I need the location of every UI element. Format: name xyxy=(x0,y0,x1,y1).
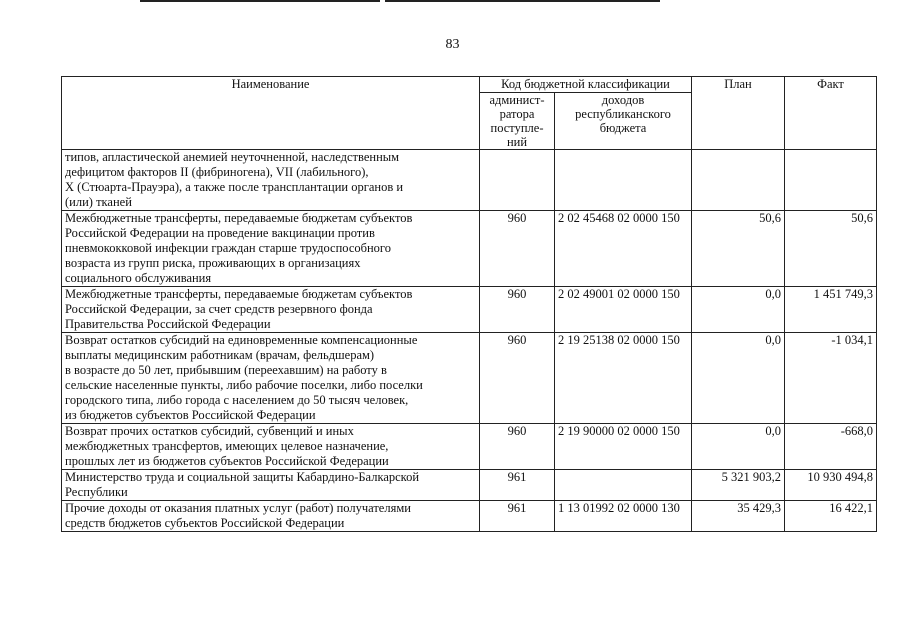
row-name-line: Российской Федерации на проведение вакцинации против xyxy=(65,226,375,240)
row-admin-code: 960 xyxy=(480,333,555,424)
header-admin-line: ратора xyxy=(499,107,535,121)
row-name-line: сельские населенные пункты, либо рабочие поселки, либо поселки xyxy=(65,378,423,392)
table-row xyxy=(62,150,877,211)
row-plan: 0,0 xyxy=(692,424,785,470)
table-header xyxy=(62,77,877,150)
row-admin-code xyxy=(480,150,555,211)
row-revenue-code: 1 13 01992 02 0000 130 xyxy=(555,501,692,532)
row-plan: 0,0 xyxy=(692,333,785,424)
row-name xyxy=(62,287,480,333)
row-fact: 1 451 749,3 xyxy=(785,287,877,333)
row-name-line: Возврат остатков субсидий на единовременные компенсационные xyxy=(65,333,418,347)
row-admin-code: 961 xyxy=(480,501,555,532)
row-name-line: Возврат прочих остатков субсидий, субвенций и иных xyxy=(65,424,354,438)
row-name-line: дефицитом факторов II (фибриногена), VII (лабильного), xyxy=(65,165,369,179)
row-name-line: пневмококковой инфекции граждан старше трудоспособного xyxy=(65,241,391,255)
row-name-line: Межбюджетные трансферты, передаваемые бюджетам субъектов xyxy=(65,287,413,301)
row-name xyxy=(62,150,480,211)
row-name-line: Межбюджетные трансферты, передаваемые бюджетам субъектов xyxy=(65,211,413,225)
header-revenue-line: республиканского xyxy=(575,107,671,121)
row-name-line: X (Стюарта-Прауэра), а также после трансплантации органов и xyxy=(65,180,404,194)
table-row xyxy=(62,470,877,501)
row-fact: -1 034,1 xyxy=(785,333,877,424)
row-name-line: межбюджетных трансфертов, имеющих целевое назначение, xyxy=(65,439,389,453)
header-revenue-line: доходов xyxy=(601,93,645,107)
row-name-line: Республики xyxy=(65,485,128,499)
table-row xyxy=(62,333,877,424)
top-rule-right xyxy=(385,0,660,2)
row-plan: 35 429,3 xyxy=(692,501,785,532)
row-fact: 16 422,1 xyxy=(785,501,877,532)
header-fact: Факт xyxy=(785,77,877,150)
row-revenue-code xyxy=(555,470,692,501)
row-revenue-code xyxy=(555,150,692,211)
row-revenue-code: 2 19 90000 02 0000 150 xyxy=(555,424,692,470)
header-revenue xyxy=(555,93,692,150)
row-name xyxy=(62,470,480,501)
budget-table xyxy=(61,76,877,532)
row-name-line: средств бюджетов субъектов Российской Федерации xyxy=(65,516,345,530)
header-revenue-line: бюджета xyxy=(599,121,647,135)
table-row xyxy=(62,501,877,532)
row-name xyxy=(62,424,480,470)
row-admin-code: 960 xyxy=(480,424,555,470)
row-fact xyxy=(785,150,877,211)
row-fact: 50,6 xyxy=(785,211,877,287)
row-name-line: Правительства Российской Федерации xyxy=(65,317,271,331)
row-revenue-code: 2 19 25138 02 0000 150 xyxy=(555,333,692,424)
table-row xyxy=(62,424,877,470)
row-plan: 50,6 xyxy=(692,211,785,287)
row-fact: -668,0 xyxy=(785,424,877,470)
row-revenue-code: 2 02 45468 02 0000 150 xyxy=(555,211,692,287)
row-plan: 5 321 903,2 xyxy=(692,470,785,501)
row-name xyxy=(62,333,480,424)
row-name-line: возраста из групп риска, проживающих в организациях xyxy=(65,256,361,270)
row-admin-code: 961 xyxy=(480,470,555,501)
row-revenue-code: 2 02 49001 02 0000 150 xyxy=(555,287,692,333)
row-name-line: в возрасте до 50 лет, прибывшим (переехавшим) на работу в xyxy=(65,363,387,377)
row-name xyxy=(62,501,480,532)
header-admin-line: ний xyxy=(506,135,528,149)
header-kbk: Код бюджетной классификации xyxy=(480,77,692,93)
row-name-line: из бюджетов субъектов Российской Федерации xyxy=(65,408,316,422)
row-name-line: Прочие доходы от оказания платных услуг (работ) получателями xyxy=(65,501,411,515)
header-admin xyxy=(480,93,555,150)
row-name-line: Российской Федерации, за счет средств резервного фонда xyxy=(65,302,373,316)
row-plan: 0,0 xyxy=(692,287,785,333)
header-row-top xyxy=(62,77,877,93)
table-row xyxy=(62,287,877,333)
table-body xyxy=(62,150,877,532)
header-admin-line: админист- xyxy=(489,93,545,107)
top-rule-left xyxy=(140,0,380,2)
page-number: 83 xyxy=(445,37,460,52)
row-admin-code: 960 xyxy=(480,211,555,287)
header-plan: План xyxy=(692,77,785,150)
table-row xyxy=(62,211,877,287)
row-name-line: социального обслуживания xyxy=(65,271,212,285)
row-plan xyxy=(692,150,785,211)
row-fact: 10 930 494,8 xyxy=(785,470,877,501)
row-name-line: Министерство труда и социальной защиты Кабардино-Балкарской xyxy=(65,470,420,484)
row-name-line: прошлых лет из бюджетов субъектов Российской Федерации xyxy=(65,454,389,468)
row-admin-code: 960 xyxy=(480,287,555,333)
row-name-line: городского типа, либо города с населением до 50 тысяч человек, xyxy=(65,393,409,407)
row-name-line: типов, апластической анемией неуточненной, наследственным xyxy=(65,150,400,164)
header-name: Наименование xyxy=(62,77,480,150)
row-name-line: (или) тканей xyxy=(65,195,132,209)
row-name xyxy=(62,211,480,287)
header-admin-line: поступле- xyxy=(490,121,544,135)
row-name-line: выплаты медицинским работникам (врачам, фельдшерам) xyxy=(65,348,375,362)
